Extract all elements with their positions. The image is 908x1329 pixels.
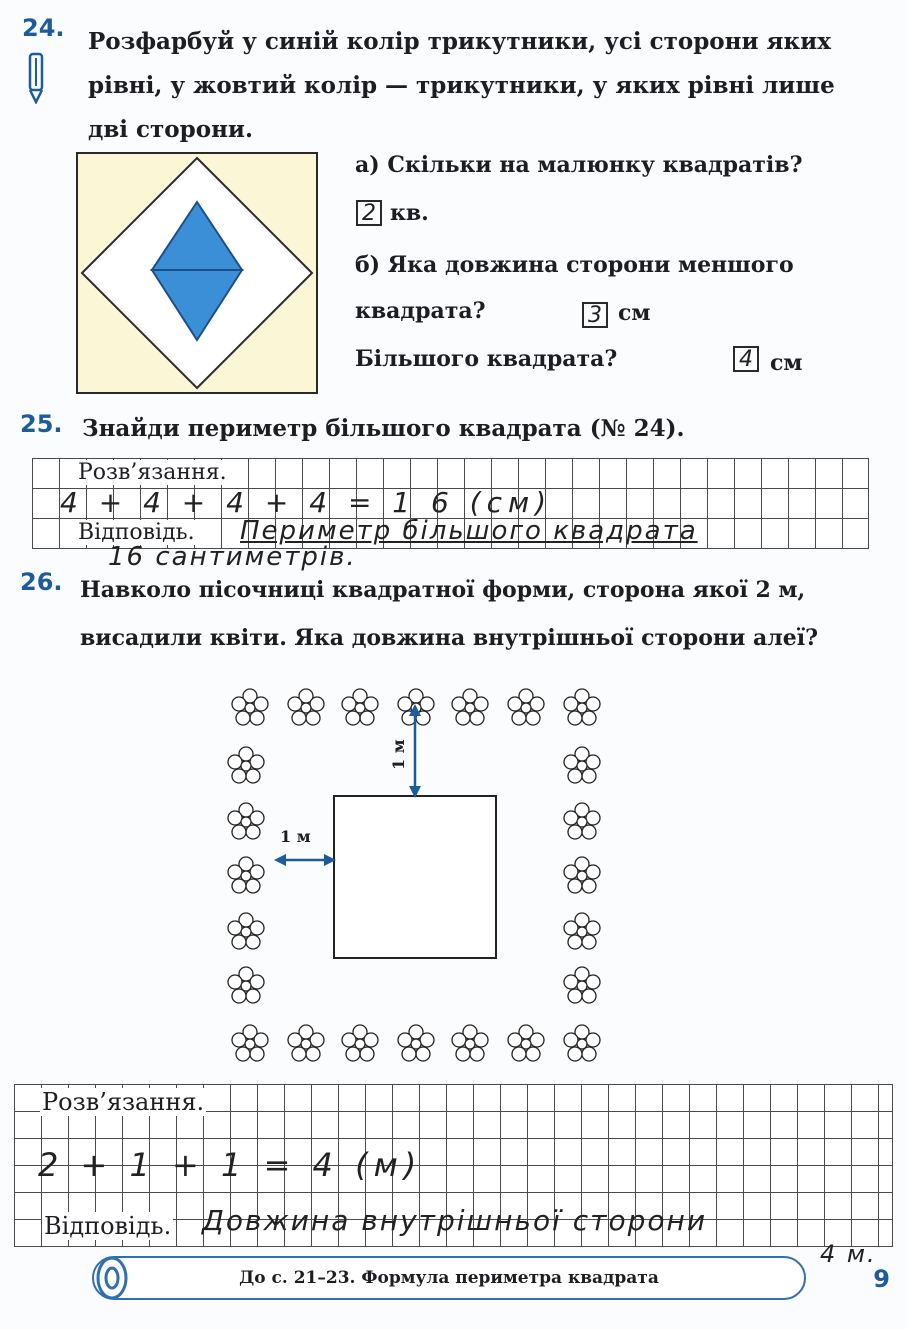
flowerbed-diagram	[200, 670, 620, 1080]
flower	[508, 1025, 544, 1061]
answer-a-box[interactable]: 2	[356, 200, 382, 226]
task-24-text	[88, 20, 835, 152]
task-24-line-3: дві сторони.	[88, 116, 253, 143]
flower	[228, 803, 264, 839]
task-26-answer-hand-2[interactable]: 4 м.	[820, 1240, 877, 1268]
flower	[452, 689, 488, 725]
task-26-solution-label: Розв’язання.	[42, 1088, 205, 1116]
unit-b-small: см	[618, 300, 651, 326]
flower	[342, 689, 378, 725]
flower	[228, 747, 264, 783]
flower	[398, 1025, 434, 1061]
task-24-line-1: Розфарбуй у синій колір трикутники, усі сторони яких	[88, 28, 831, 55]
flower	[288, 1025, 324, 1061]
flower	[232, 689, 268, 725]
task-25-number: 25.	[20, 410, 63, 438]
flower	[564, 857, 600, 893]
footer-bar	[92, 1256, 806, 1300]
sandbox-square	[334, 796, 496, 958]
footer-text: До с. 21–23. Формула периметра квадрата	[239, 1268, 659, 1288]
task-24-line-2: рівні, у жовтий колір — трикутники, у яких рівні лише	[88, 72, 835, 99]
flower	[564, 689, 600, 725]
label-vertical-1m: 1 м	[389, 739, 408, 770]
flower	[564, 913, 600, 949]
task-26-line-1: Навколо пісочниці квадратної форми, сторона якої 2 м,	[80, 577, 806, 603]
squares-figure	[76, 152, 320, 394]
flower	[564, 1025, 600, 1061]
question-a: а) Скільки на малюнку квадратів?	[355, 152, 803, 178]
question-b-line-2: квадрата?	[355, 298, 486, 324]
flower	[228, 967, 264, 1003]
task-25-solution-label: Розв’язання.	[78, 460, 227, 485]
pencil-icon	[24, 52, 48, 104]
task-25-text: Знайди периметр більшого квадрата (№ 24).	[82, 415, 685, 442]
flower	[564, 803, 600, 839]
task-25-answer-hand-1[interactable]: Периметр більшого квадрата	[240, 516, 698, 546]
flower	[228, 857, 264, 893]
flower	[564, 967, 600, 1003]
page-number: 9	[873, 1265, 890, 1293]
flower	[342, 1025, 378, 1061]
task-25-answer-hand-2[interactable]: 16 сантиметрів.	[108, 542, 357, 572]
task-25-answer-label: Відповідь.	[78, 520, 195, 545]
flower	[228, 913, 264, 949]
task-26-solution-hand[interactable]: 2 + 1 + 1 = 4 (м)	[38, 1146, 423, 1184]
label-horizontal-1m: 1 м	[280, 827, 311, 846]
flower	[564, 747, 600, 783]
answer-b-small-box[interactable]: 3	[582, 302, 608, 328]
task-24-number: 24.	[22, 14, 65, 42]
task-26-text	[80, 566, 818, 662]
question-b-line-1: б) Яка довжина сторони меншого	[355, 252, 794, 278]
task-26-answer-label: Відповідь.	[44, 1212, 172, 1240]
task-26-number: 26.	[20, 568, 63, 596]
unit-b-large: см	[770, 350, 803, 376]
question-b-line-3: Більшого квадрата?	[355, 346, 618, 372]
flower	[232, 1025, 268, 1061]
task-26-line-2: висадили квіти. Яка довжина внутрішньої сторони алеї?	[80, 625, 818, 651]
flower	[452, 1025, 488, 1061]
answer-b-large-box[interactable]: 4	[733, 346, 759, 372]
flower	[288, 689, 324, 725]
task-25-solution-hand[interactable]: 4 + 4 + 4 + 4 = 1 6 (см)	[60, 486, 553, 519]
unit-a: кв.	[390, 200, 429, 226]
task-26-answer-hand-1[interactable]: Довжина внутрішньої сторони	[202, 1204, 708, 1237]
scroll-ornament-icon	[92, 1254, 132, 1302]
flower	[508, 689, 544, 725]
